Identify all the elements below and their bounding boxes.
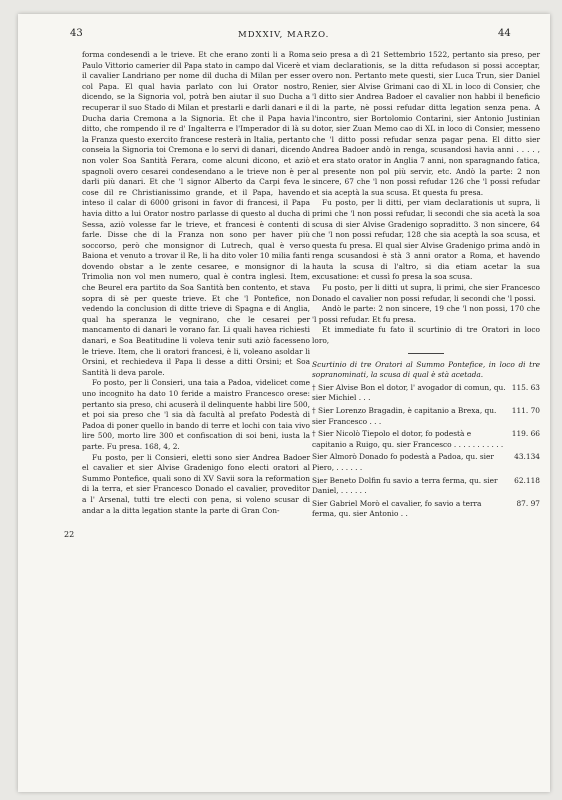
paragraph: Fu posto, per li ditti ut supra, li primi, che sier Francesco Donado el cavalier non possi refudar, li secondi che 'l possi. [312,283,540,303]
page [18,14,550,792]
marginal-number: 22 [64,530,75,539]
votes: 111. 70 [511,406,540,415]
paragraph: Fo posto, per li Consieri, una taia a Padoa, videlicet come uno incognito ha dato 10 feride a maistro Francesco orese: pertanto sia preso, chi acuserà il delinquente habbi lire 500, et poi sia preso che 'l sia dà facultà al prefato Podestà di Padoa di poner quello in bando di terre et lochi con taia vivo lire 500, morto lire 300 et confiscation di soi beni, iusta la parte. Fu presa. 168, 4, 2. [82,378,310,451]
list-item [312,429,540,450]
running-header: MDXXIV, MARZO. [238,30,330,40]
votes: 115. 63 [511,382,540,392]
candidate: Sier Gabriel Morò el cavalier, fo savio a terra ferma, qu. sier Antonio . . [312,498,482,519]
votes: 87. 97 [516,498,540,508]
paragraph: Et immediate fu fato il scurtinio di tre Oratori in loco loro, [312,325,540,346]
candidate: † Sier Lorenzo Bragadin, è capitanio a Brexa, qu. sier Francesco . . . [312,406,497,426]
candidate: † Sier Nicolò Tiepolo el dotor, fo podestà e capitanio a Ruigo, qu. sier Francesco . . . . . . . . . . . [312,429,504,449]
paragraph: Andò le parte: 2 non sincere, 19 che 'l non possi, 170 che 'l possi refudar. Et fu presa. [312,304,540,324]
paragraph: seio presa a dì 21 Settembrio 1522, pertanto sia preso, per viam declarationis, se la ditta refudason si possi acceptar, overo non. Pertanto mete questi, sier Luca Trun, sier Daniel Renier, sier Alvise Grimani cao di XL in loco di Consier, che 'l ditto sier Andrea Badoer el cavalier non habbi il beneficio di la parte, nè possi refudar ditta legation senza pena. A l'incontro, sier Bortolomio Contarini, sier Antonio Justinian dotor, sier Zuan Memo cao di XL in loco di Consier, messeno che 'l ditto possi refudar senza pagar pena. El ditto sier Andrea Badoer andò in renga, scusandosi havia anni . . . . , et era stato orator in Anglia 7 anni, non sparagnando fatica, al presente non pol più servir, etc. Andò la parte: 2 non sincere, 67 che 'l non possi refudar 126 che 'l possi refudar et sia aceptà la sua scusa. Et questa fu presa. [312,50,540,197]
scrutiny-heading: Scurtinio di tre Oratori al Summo Pontefice, in loco di tre sopranominati, la scusa di qual è stà acetada. [312,359,540,380]
candidate: † Sier Alvise Bon el dotor, l' avogador di comun, qu. sier Michiel . . . [312,382,506,403]
votes: 119. 66 [511,429,540,439]
list-item [312,499,540,520]
paragraph: forma condesendì a le trieve. Et che erano zonti li a Roma Paulo Vittorio camerier dil Papa stato in campo dal Vicerè et il cavalier Landriano per nome dil ducha di Milan per esser col Papa. El qual havia parlato con lui Orator nostro, dicendo, se la Signoria vol, potrà ben aiutar il suo Ducha a recuperar il suo Stado di Milan et prestarli e darli danari e il Ducha daria Cremona a la Signoria. Et che il Papa havia ditto, che rompendo il re d' Ingalterra e l'Imperador di là su la Franza questo exercito francese resterà in Italia, pertanto conseia la Signoria toi Cremona e lo servi di danari, dicendo non voler Soa Santità Ferara, come alcuni dicono, et aziò spagnoli overo cesarei condesendano a le trieve non è per darli più danari. Et che 'l signor Alberto da Carpi feva le cose dil re Christianissimo grande, et il Papa, havendo inteso il calar di 6000 grisoni in favor di francesi, il Papa havia ditto a lui Orator nostro parlasse di questo al ducha di Sessa, aziò volesse far le trieve, et francesi è contenti di farle. Disse che di la Franza non sono per haver più soccorso, però che monsignor di Lutrech, qual è verso Baiona et venuto a trovar il Re, li ha dito voler 10 milia fanti dovendo obstar a le zente cesaree, e monsignor di la Trimolia non vol men numero, qual è contra inglesi. Item, che Beurel era partito da Soa Santità ben contento, et stava sopra di sè per queste trieve. Et che 'l Pontefice, non vedendo la conclusion di ditte trieve di Spagna e di Anglia, qual ha speranza le vegnirano, che le cesarei per mancamento di danari le vorano far. Li quali havea richiesti danari, e Soa Beatitudine li voleva tenir suti aziò facesseno le trieve. Item, che li oratori francesi, è li, voleano asoldar li Orsini, et rechiedeva il Papa li desse a ditti Orsini; et Soa Santità li deva parole. [82,50,310,377]
left-column [82,50,310,516]
scrutiny-list [312,383,540,520]
paragraph: Fu posto, per li Consieri, eletti sono sier Andrea Badoer el cavalier et sier Alvise Gradenigo fono electi oratori al Summo Pontefice, quali sono di XV Savii sora la reformation di la terra, et sier Francesco Donado el cavalier, proveditor a l' Arsenal, tutti tre electi con pena, si voleno scusar di andar a la ditta legation stante la parte di Gran Con- [82,452,310,515]
right-column [312,50,540,522]
votes: 62.118 [514,475,540,485]
list-item [312,476,540,497]
paragraph: Fu posto, per li ditti, per viam declarationis ut supra, li primi che 'l non possi refudar, li secondi che sia acetà la soa scusa di sier Alvise Gradenigo sopraditto. 3 non sincere, 64 che 'l non possi refudar, 128 che sia aceptà la soa scusa, et questa fu presa. El qual sier Alvise Gradenigo prima andò in renga scusandosi è stà 3 anni orator a Roma, et havendo hauta la scusa di l'altro, si dia etiam acetar la sua excusatione: et cussì fo presa la soa scusa. [312,198,540,282]
list-item [312,452,540,473]
list-item [312,383,540,404]
candidate: Sier Almorò Donado fo podestà a Padoa, qu. sier Piero, . . . . . . [312,452,494,472]
divider [408,353,444,354]
page-number-left: 43 [70,28,83,39]
page-number-right: 44 [498,28,511,39]
votes: 43.134 [514,452,540,462]
list-item [312,406,540,427]
candidate: Sier Beneto Dolfin fu savio a terra ferma, qu. sier Daniel, . . . . . . [312,475,498,496]
